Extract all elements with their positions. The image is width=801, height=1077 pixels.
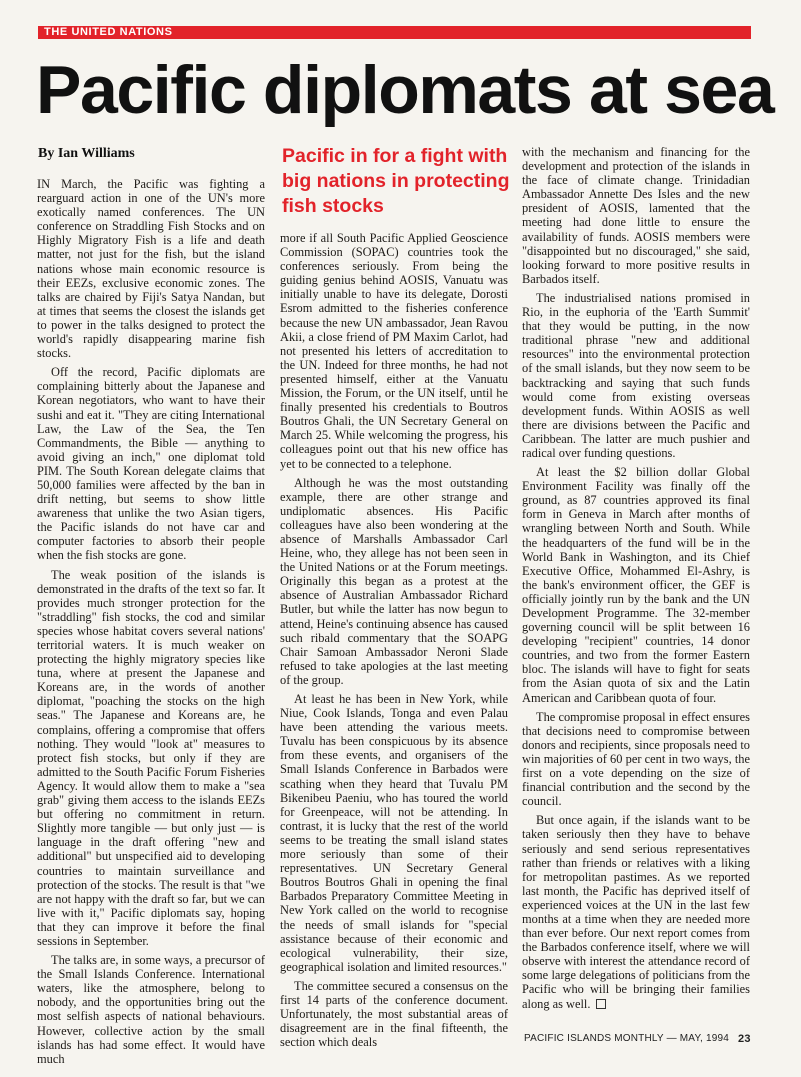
paragraph: The talks are, in some ways, a precursor of the Small Islands Conference. International waters, like the atmosphere, belong to nobody, and the opportunities bring out the most selfish aspects of national behaviours. However, collective action by the small islands has had some effect. It would have much: [37, 953, 265, 1066]
paragraph: [522, 813, 750, 1010]
paragraph: At least the $2 billion dollar Global Environment Facility was finally off the ground, as 87 countries approved its final form in Geneva in March after months of wrangling between North and South. While the headquarters of the fund will be in the World Bank in Washington, and its Chief Executive Office, Mohammed El-Ashry, is the bank's environment officer, the GEF is officially jointly run by the bank and the UN Development Programme. The 32-member governing council will be split between 16 developing "recipient" countries, 14 donor countries, and two from the former Eastern bloc. The islands will have to fight for seats from the Asian quota of six and the Latin American and Caribbean quota of four.: [522, 465, 750, 705]
paragraph: The industrialised nations promised in Rio, in the euphoria of the 'Earth Summit' that they would be putting, in the now traditional phrase "new and additional resources" into the environmental protection of the small islands, but they now seem to be backtracking and saying that such funds would come from existing overseas development funds. Within AOSIS as well there are divisions between the Pacific and Caribbean. The latter are much pushier and radical over funding questions.: [522, 290, 750, 460]
paragraph-text: But once again, if the islands want to be taken seriously then they have to behave seriously and send serious representatives rather than friends or relatives with a liking for metropolitan pastimes. As we reported last month, the Pacific has deprived itself of experienced voices at the UN in the last few months at a time when they are needed more than ever before. Our next report comes from the Barbados conference itself, where we will observe with interest the attendance record of some large delegations of politicians from the Pacific who will be bringing their families along as well.: [522, 813, 750, 1011]
publication-footer: PACIFIC ISLANDS MONTHLY — MAY, 1994: [524, 1033, 730, 1044]
article-column-2: [280, 231, 508, 1054]
headline: Pacific diplomats at sea: [36, 52, 774, 128]
article-column-1: [37, 177, 265, 1071]
paragraph: more if all South Pacific Applied Geoscience Commission (SOPAC) countries took the conferences seriously. From being the guiding genius behind AOSIS, Vanuatu was initially unable to have its delegate, Dorosti Esrom admitted to the fisheries conference because the new UN ambassador, Jean Ravou Akii, a close friend of PM Maxim Carlot, had not presented his letters of accreditation to the UN. Indeed for three months, he had not presented himself, either at the Vanuatu Mission, the Forum, or the UN itself, until he finally presented his credentials to Boutros Boutros Ghali, the UN Secretary General on March 25. While welcoming the progress, his colleagues point out that his new office has yet to be connected to a telephone.: [280, 231, 508, 471]
paragraph: Although he was the most outstanding example, there are other strange and undiplomatic absences. His Pacific colleagues have also been wondering at the absence of Marshalls Ambassador Carl Heine, who, they allege has not been seen in the United Nations or at the Forum meetings. Originally this began as a protest at the absence of Australian Ambassador Richard Butler, but while the latter has now begun to attend, Heine's continuing absence has caused such ribald commentary that the SOAPG Chair Samoan Ambassador Neroni Slade refused to take apologies at the last meeting of the group.: [280, 475, 508, 687]
paragraph: The committee secured a consensus on the first 14 parts of the conference document. Unfortunately, the most substantial areas of disagreement are in the final fifteenth, the section which deals: [280, 978, 508, 1050]
paragraph: The compromise proposal in effect ensures that decisions need to compromise between donors and recipients, since proposals need to win majorities of 60 per cent in two ways, the first on a vote depending on the size of financial contribution and the second by the council.: [522, 709, 750, 809]
page-number: 23: [738, 1033, 751, 1045]
paragraph: At least he has been in New York, while Niue, Cook Islands, Tonga and even Palau have been attending the various meets. Tuvalu has been conspicuous by its absence from these events, and organisers of the Small Islands Conference in Barbados were scathing when they heard that Tuvalu PM Bikenibeu Paeniu, who has toured the world for Greenpeace, will not be attending. In contrast, it is lucky that the rest of the world seems to be treating the small island states more seriously than some of their representatives. UN Secretary General Boutros Boutros Ghali in opening the final Barbados Preparatory Committee Meeting in New York called on the world to recognise the needs of small islands for "special assistance because of their economic and ecological vulnerability, their size, geographical isolation and limited resources.": [280, 692, 508, 974]
article-column-3: [522, 145, 750, 1016]
byline: By Ian Williams: [38, 146, 135, 161]
end-of-article-mark: [596, 999, 606, 1009]
paragraph: IN March, the Pacific was fighting a rearguard action in one of the UN's more exotically named conferences. The UN conference on Straddling Fish Stocks and on Highly Migratory Fish is a life and death matter, not just for the fish, but the island nations whose main economic resource is their EEZs, exclusive economic zones. The talks are chaired by Fiji's Satya Nandan, but at times that seems the closest the islands get to power in the talks designed to protect the world's rapidly disappearing marine fish stocks.: [37, 177, 265, 361]
paragraph: Off the record, Pacific diplomats are complaining bitterly about the Japanese and Korean negotiators, who want to have their sushi and eat it. "They are citing International Law, the Law of the Sea, the Ten Commandments, the Bible — anything to avoid giving an inch," one diplomat told PIM. The South Korean delegate claims that 50,000 families were affected by the ban in drift netting, but seems to show little awareness that unlike the two Asian tigers, the Pacific islands do not have car and computer factories to absorb their people when the fish stocks are gone.: [37, 365, 265, 563]
paragraph: The weak position of the islands is demonstrated in the drafts of the text so far. It provides much stronger protection for the "straddling" fish stocks, the cod and similar species whose habitat covers several nations' territorial waters. It is much weaker on protecting the highly migratory species like tuna, where at present the Japanese and Koreans are, in the words of another diplomat, "poaching the stocks on the high seas." The Japanese and Koreans are, he complains, offering a compromise that offers nothing. They would "look at" measures to protect fish stocks, but only if they are admitted to the South Pacific Forum Fisheries Agency. It would allow them to make a "sea grab" giving them access to the islands EEZs but offering no commitment in return. Slightly more tangible — but only just — is language in the draft offering "new and additional" but unspecified aid to developing countries to maintain surveillance and protection of the stocks. The result is that "we are not happy with the draft so far, but we can live with it," Pacific diplomats say, hoping that they can improve it before the final sessions in September.: [37, 567, 265, 948]
section-banner: THE UNITED NATIONS: [38, 26, 751, 39]
pull-quote: Pacific in for a fight with big nations in protecting fish stocks: [282, 145, 510, 217]
paragraph: with the mechanism and financing for the development and protection of the islands in the face of climate change. Trinidadian Ambassador Annette Des Isles and the new president of AOSIS, lamented that the meeting had done little to ensure the availability of funds. AOSIS members were "disappointed but no discouraged," she said, looking forward to more positive results in Barbados itself.: [522, 145, 750, 286]
